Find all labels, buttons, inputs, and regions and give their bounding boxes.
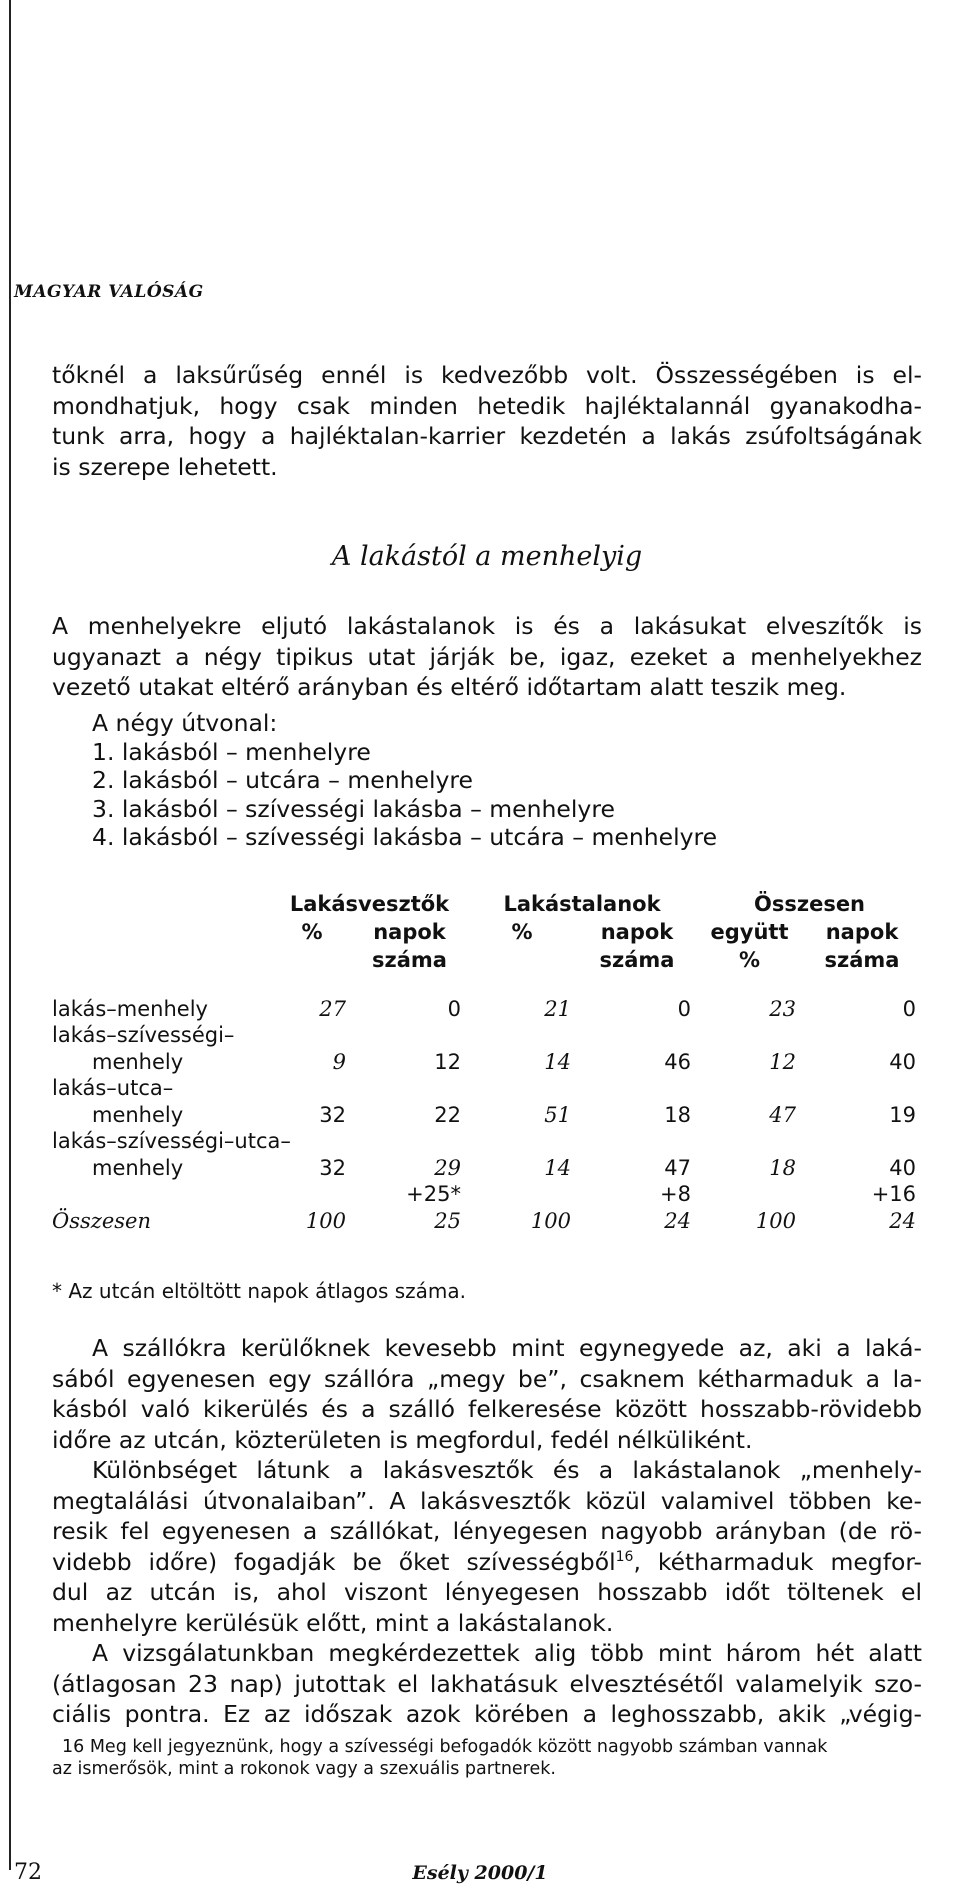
text-line: is szerepe lehetett. — [52, 452, 278, 481]
table-cell: 24 — [889, 1208, 917, 1233]
column-header: % — [738, 948, 761, 972]
table-header-sub2 — [52, 944, 922, 972]
row-label: lakás–szívességi– — [52, 1023, 235, 1047]
table-cell: 100 — [305, 1208, 346, 1233]
table-cell: 47 — [769, 1102, 796, 1127]
list-item: 2. lakásból – utcára – menhelyre — [92, 766, 473, 794]
text-line: ugyanazt a négy tipikus utat járják be, igaz, ezeket a menhelyekhez — [52, 642, 922, 671]
footnote-ref: 16 — [615, 1548, 634, 1565]
table-row — [52, 1047, 922, 1074]
table-cell: 18 — [664, 1102, 691, 1127]
table-cell: 40 — [889, 1049, 917, 1074]
column-group-header: Lakástalanok — [503, 892, 661, 916]
text-line: sából egyenesen egy szállóra „megy be”, csaknem kétharmaduk a la- — [52, 1364, 922, 1393]
column-header: száma — [372, 948, 447, 972]
table-row-total — [52, 1206, 922, 1233]
text-line: A szállókra kerülőknek kevesebb mint egynegyede az, aki a laká- — [92, 1334, 922, 1362]
table-note: * Az utcán eltöltött napok átlagos száma. — [52, 1279, 467, 1303]
table-cell: 40 — [889, 1155, 917, 1180]
journal-footer: Esély 2000/1 — [412, 1862, 548, 1884]
table-header-sub1 — [52, 916, 922, 944]
table-cell: 51 — [544, 1102, 571, 1127]
column-header — [272, 944, 352, 972]
column-header: együtt — [710, 920, 789, 944]
table-row — [52, 994, 922, 1021]
table-cell: 12 — [769, 1049, 796, 1074]
table-row — [52, 1021, 922, 1048]
table-cell: 14 — [544, 1049, 571, 1074]
column-header: % — [301, 920, 323, 944]
paragraph-shelters — [52, 1333, 922, 1455]
table-cell: 32 — [319, 1155, 346, 1180]
text-line: kásból való kikerülés és a szálló felkeresése között hosszabb-rövidebb — [52, 1395, 922, 1423]
list-item: 4. lakásból – szívességi lakásba – utcára – menhelyre — [92, 823, 718, 851]
table-header-groups — [52, 888, 922, 916]
paragraph-routes-intro — [52, 611, 922, 703]
routes-heading: A négy útvonal: — [92, 709, 278, 737]
row-label-cont: menhely — [92, 1155, 184, 1180]
footnote — [52, 1736, 922, 1780]
table-cell: 47 — [664, 1155, 691, 1180]
column-header: napok — [373, 920, 446, 944]
table-cell: 14 — [544, 1155, 571, 1180]
table-cell-extra: +8 — [660, 1182, 691, 1206]
text-line: A vizsgálatunkban megkérdezettek alig több mint három hét alatt — [92, 1639, 922, 1667]
table-cell: 19 — [889, 1102, 917, 1127]
text-line: A menhelyekre eljutó lakástalanok is és a lakásukat elveszítők is — [52, 612, 922, 640]
table-cell: 100 — [530, 1208, 571, 1233]
table-cell: 46 — [664, 1049, 691, 1074]
table-cell: 0 — [447, 996, 461, 1021]
page-border-line — [9, 0, 11, 1870]
routes-list — [92, 709, 717, 852]
text-line: dul az utcán is, ahol viszont lényegesen hosszabb időt töltenek el — [52, 1578, 922, 1606]
text-line: Különbséget látunk a lakásvesztők és a lakástalanok „menhely- — [92, 1456, 922, 1484]
table-cell: 25 — [434, 1208, 461, 1233]
table-cell: 100 — [755, 1208, 796, 1233]
text-line: tunk arra, hogy a hajléktalan-karrier kezdetén a lakás zsúfoltságának — [52, 422, 922, 450]
row-label-cont: menhely — [92, 1049, 184, 1074]
column-header — [467, 944, 577, 972]
page-number: 72 — [14, 1860, 42, 1885]
text-line: időre az utcán, közterületen is megfordul, fedél nélküliként. — [52, 1425, 753, 1454]
text-line: megtalálási útvonalaiban”. A lakásvesztők közül valamivel többen ke- — [52, 1486, 922, 1515]
routes-table — [52, 888, 922, 1233]
row-label: lakás–menhely — [52, 996, 208, 1021]
section-title: A lakástól a menhelyig — [331, 541, 643, 572]
text-line: menhelyre kerülésük előtt, mint a lakástalanok. — [52, 1608, 614, 1637]
table-row — [52, 1127, 922, 1154]
running-head: MAGYAR VALÓSÁG — [14, 282, 204, 302]
table-row — [52, 1100, 922, 1127]
table-cell: 29 — [434, 1155, 461, 1180]
paragraph-duration — [52, 1638, 922, 1730]
total-label: Összesen — [52, 1208, 151, 1233]
column-group-header: Lakásvesztők — [289, 892, 450, 916]
column-header: napok — [600, 920, 674, 944]
text-line: videbb időre) fogadják be őket szívességből$^{16}$, kétharmaduk megfor- — [52, 1547, 922, 1576]
row-label: lakás–szívességi–utca– — [52, 1129, 291, 1153]
paragraph-differences — [52, 1455, 922, 1638]
table-cell: 12 — [434, 1049, 461, 1074]
column-header: száma — [599, 948, 675, 972]
table-row — [52, 1153, 922, 1180]
table-cell: 0 — [677, 996, 691, 1021]
column-header: napok — [825, 920, 899, 944]
text-line: ciális pontra. Ez az időszak azok körében a leghosszabb, akik „végig- — [52, 1700, 922, 1728]
row-label: lakás–utca– — [52, 1076, 174, 1100]
table-cell: 0 — [902, 996, 917, 1021]
column-group-header: Összesen — [754, 892, 866, 916]
table-cell: 23 — [769, 996, 796, 1021]
table-cell: 24 — [664, 1208, 691, 1233]
table-cell: 21 — [544, 996, 571, 1021]
table-cell-extra: +16 — [871, 1182, 917, 1206]
table-row-extra — [52, 1180, 922, 1207]
text-line: tőknél a laksűrűség ennél is kedvezőbb volt. Összességében is el- — [52, 361, 922, 389]
table-cell: 32 — [319, 1102, 346, 1127]
row-label-cont: menhely — [92, 1102, 184, 1127]
list-item: 3. lakásból – szívességi lakásba – menhelyre — [92, 794, 615, 823]
table-cell: 27 — [319, 996, 346, 1021]
table-cell: 9 — [332, 1049, 346, 1074]
column-header: száma — [824, 948, 900, 972]
footnote-line: az ismerősök, mint a rokonok vagy a szexuális partnerek. — [52, 1759, 556, 1779]
table-cell-extra: +25* — [406, 1182, 461, 1206]
paragraph-intro — [52, 360, 922, 482]
text-line: mondhatjuk, hogy csak minden hetedik hajléktalannál gyanakodha- — [52, 391, 922, 420]
text-line: resik fel egyenesen a szállókat, lényegesen nagyobb arányban (de rö- — [52, 1517, 922, 1545]
column-header: % — [511, 920, 533, 944]
table-cell: 18 — [769, 1155, 796, 1180]
table-row — [52, 1074, 922, 1101]
text-line: vezető utakat eltérő arányban és eltérő időtartam alatt teszik meg. — [52, 673, 847, 701]
list-item: 1. lakásból – menhelyre — [92, 737, 371, 766]
text-line: (átlagosan 23 nap) jutottak el lakhatásuk elvesztésétől valamelyik szo- — [52, 1669, 922, 1698]
footnote-line: 16 Meg kell jegyeznünk, hogy a szívességi befogadók között nagyobb számban vannak — [62, 1737, 828, 1757]
table-cell: 22 — [434, 1102, 461, 1127]
